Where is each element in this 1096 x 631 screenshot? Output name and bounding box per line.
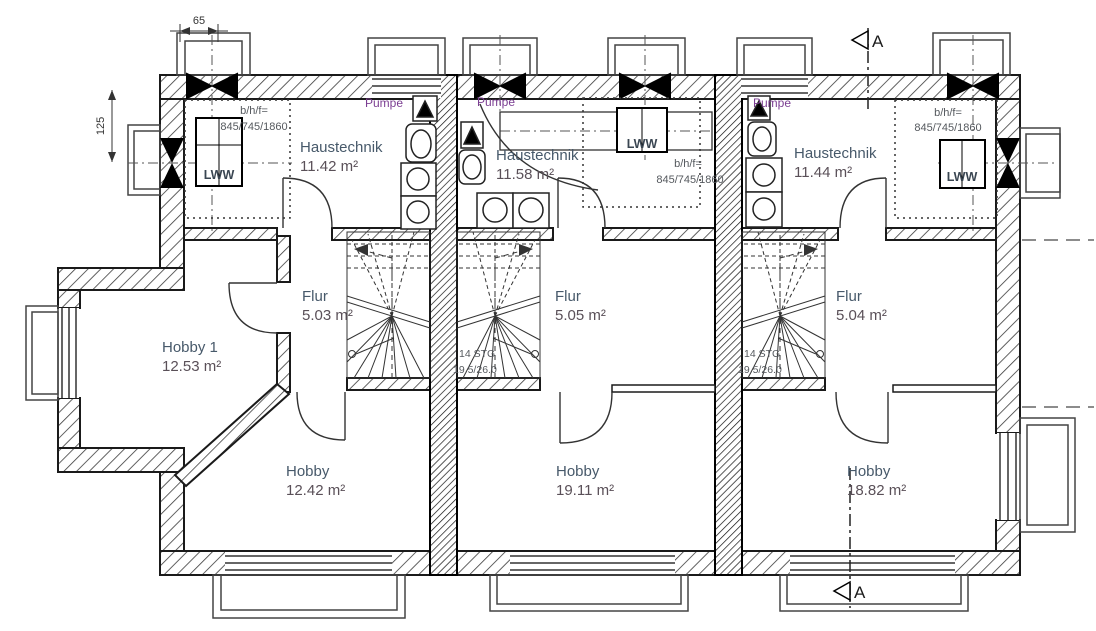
bay-wall-bottom [58,448,184,472]
wall-u2-flur-hobby [612,385,715,392]
light-well-right-lower [1020,418,1075,532]
room-label-haustechnik-1: Haustechnik [300,139,383,156]
room-area-hobby1: 12.53 m² [162,358,222,375]
room-area-flur-2: 5.05 m² [555,307,606,324]
wall-u1-haustechnik-a [184,228,277,240]
door-swing [560,392,612,443]
sink-icon [406,124,436,162]
light-well-top-4 [608,38,685,75]
room-label-hobby1: Hobby 1 [162,339,218,356]
room-area-flur-3: 5.04 m² [836,307,887,324]
wall-u1-flur [277,333,290,392]
window-spec-3-line2: 845/745/1860 [914,122,982,134]
wall-u3-flur-hobby [893,385,996,392]
door-swing [283,178,332,228]
bay-wall-left-a [58,290,80,308]
wall-left-upper [160,99,184,290]
dimension-label-125: 125 [95,116,107,136]
room-label-haustechnik-3: Haustechnik [794,145,877,162]
wall-u2-stair-landing [457,378,540,390]
wall-u1-flur-cap [277,236,290,282]
stair-note-3-line1: 14 STG [744,348,781,360]
room-label-flur-3: Flur [836,288,862,305]
pump-label-2: Pumpe [477,95,516,109]
window-spec-1-line2: 845/745/1860 [220,121,288,133]
washing-machine-icon [477,193,513,228]
light-well-top-5 [737,38,812,75]
washing-machine-icon [401,163,436,196]
wall-right-lower [996,520,1020,551]
window-top-u3 [741,76,808,98]
room-area-haustechnik-2: 11.58 m² [496,166,555,183]
wall-left-lower [160,472,184,551]
window-bottom-u2 [510,552,675,574]
wall-u2-haustechnik-a [457,228,553,240]
wall-top [160,75,1020,99]
room-area-hobby-1: 12.42 m² [286,482,346,499]
window-spec-1-line1: b/h/f= [240,105,268,117]
pump-icon [413,96,437,121]
lww-label-2: LWW [626,137,658,151]
wall-u3-haustechnik-b [886,228,996,240]
room-label-flur-1: Flur [302,288,328,305]
bay-wall-top [58,268,184,290]
washing-machine-icon [513,193,549,228]
window-spec-2-line2: 845/745/1860 [656,174,724,186]
section-arrow-icon [852,31,868,49]
room-label-hobby-3: Hobby [847,463,891,480]
party-wall-2 [715,75,742,575]
staircase [347,232,430,378]
dimension-left-125 [108,90,116,162]
door-swing [836,392,888,443]
bay-wall-left-b [58,398,80,448]
pump-label-3: Pumpe [753,96,792,110]
lww-label-3: LWW [946,170,978,184]
room-label-haustechnik-2: Haustechnik [496,147,579,164]
stair-note-2-line2: 19.5/26.0 [453,364,497,376]
lww-label-1: LWW [203,168,235,182]
sink-icon [748,122,776,156]
washing-machine-icon [746,158,782,192]
light-well-top-1 [177,33,250,75]
wall-u1-stair-landing [347,378,430,390]
light-well-bay [26,306,58,400]
section-label-bottom: A [854,583,866,602]
window-right-wall [997,433,1019,520]
room-area-hobby-2: 19.11 m² [556,482,615,499]
door-swing [297,392,345,440]
section-arrow-icon [834,582,850,600]
room-area-flur-1: 5.03 m² [302,307,353,324]
window-bottom-u3 [790,552,955,574]
washing-machine-icon [746,192,782,227]
stair-note-3-line2: 19.5/26.0 [738,364,782,376]
section-label-top: A [872,32,884,51]
window-bottom-u1 [225,552,392,574]
light-well-top-6 [933,33,1010,75]
light-well-bottom-3 [780,575,968,611]
wall-u3-stair-landing [742,378,825,390]
reference-dashes [1022,240,1094,407]
light-well-top-2 [368,38,445,75]
room-area-haustechnik-3: 11.44 m² [794,164,853,181]
door-swing [840,178,886,228]
pump-icon [461,122,483,148]
window-bay-wall [59,308,79,398]
wall-u2-haustechnik-b [603,228,715,240]
light-well-bottom-2 [490,575,688,611]
washing-machine-icon [401,196,436,229]
room-label-flur-2: Flur [555,288,581,305]
room-label-hobby-2: Hobby [556,463,600,480]
window-top-u1 [372,76,441,98]
sink-icon [459,150,485,184]
room-area-haustechnik-1: 11.42 m² [300,158,359,175]
dimension-label-65: 65 [192,15,206,27]
light-well-left-upper [128,125,160,195]
room-label-hobby-1: Hobby [286,463,330,480]
room-area-hobby-3: 18.82 m² [847,482,907,499]
wall-u1-diagonal [175,384,289,486]
stair-note-2-line1: 14 STG [459,348,496,360]
window-spec-2-line1: b/h/f= [674,158,702,170]
light-well-bottom-1 [213,575,405,618]
pump-label-1: Pumpe [365,96,404,110]
window-spec-3-line1: b/h/f= [934,107,962,119]
door-swing [558,178,605,228]
wall-u3-haustechnik-a [742,228,838,240]
door-swing [229,283,277,333]
